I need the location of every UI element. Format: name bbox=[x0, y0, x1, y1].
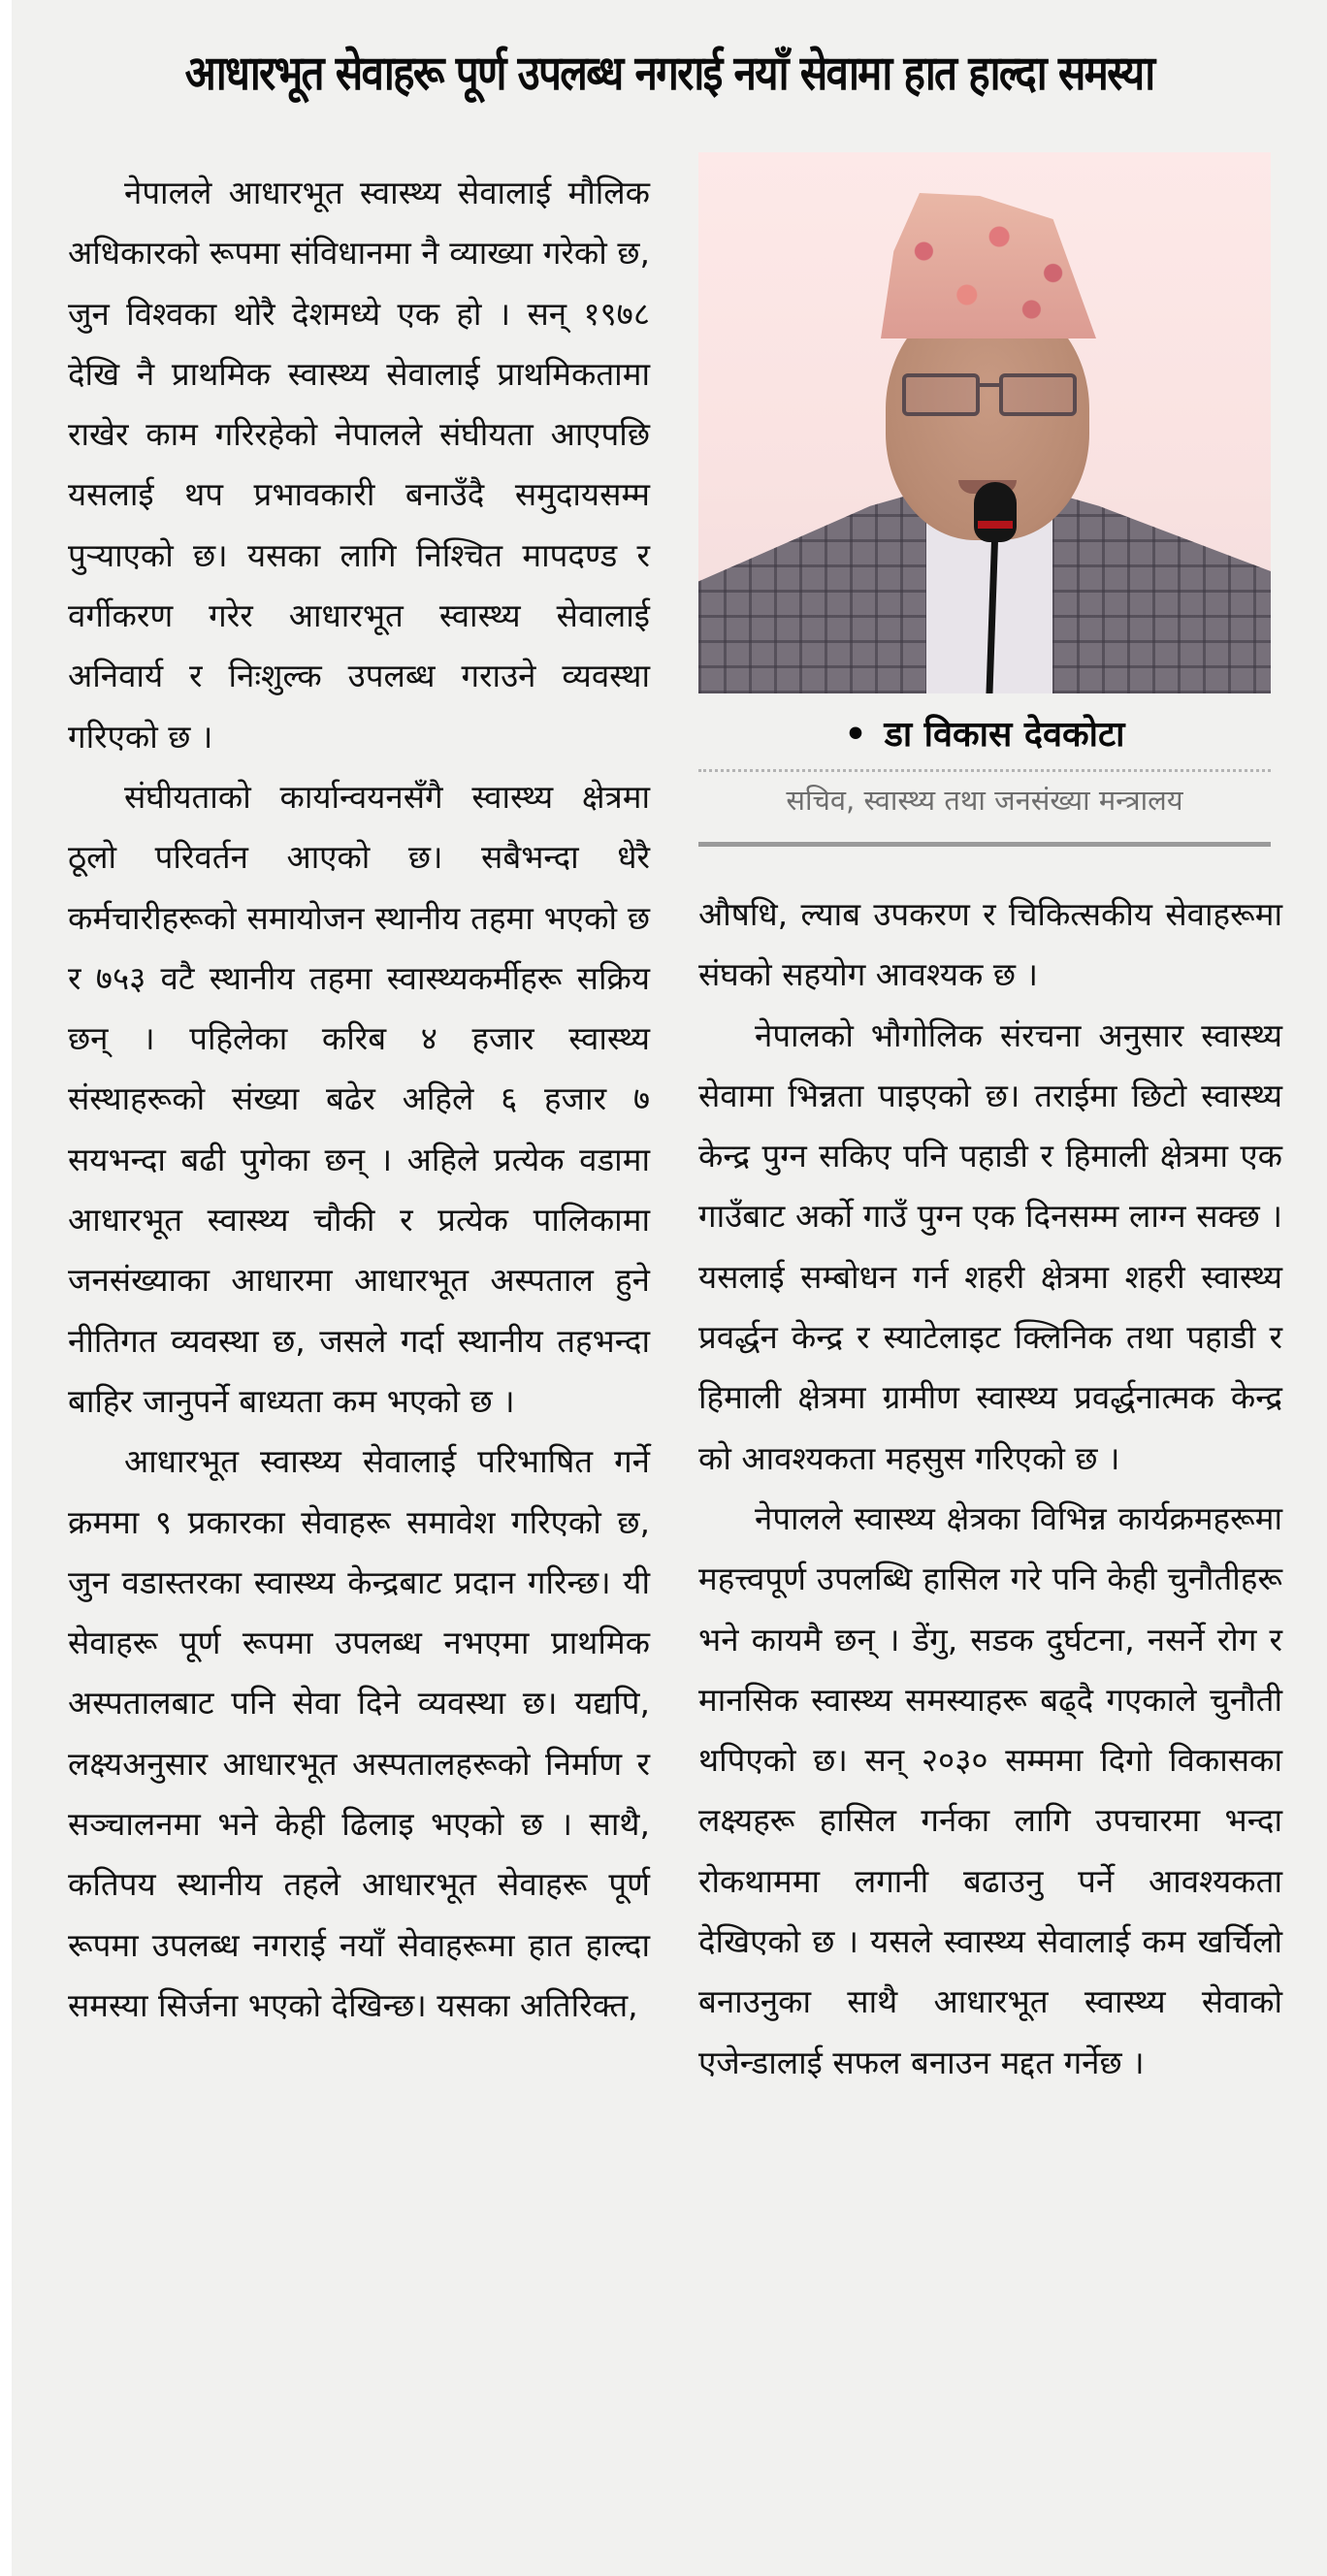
paragraph: नेपालले स्वास्थ्य क्षेत्रका विभिन्न कार्यक्रमहरूमा महत्त्वपूर्ण उपलब्धि हासिल गरे पनि केही चुनौतीहरू भने कायमै छन् । डेंगु, सडक दुर्घटना, नसर्ने रोग र मानसिक स्वास्थ्य समस्याहरू बढ्दै गएकाले चुनौती थपिएको छ। सन् २०३० सम्ममा दिगो विकासका लक्ष्यहरू हासिल गर्नका लागि उपचारमा भन्दा रोकथाममा लगानी बढाउनु पर्ने आवश्यकता देखिएको छ । यसले स्वास्थ्य सेवालाई कम खर्चिलो बनाउनुका साथै आधारभूत स्वास्थ्य सेवाको एजेन्डालाई सफल बनाउन मद्दत गर्नेछ । bbox=[698, 1498, 1282, 2081]
microphone-ring bbox=[978, 521, 1013, 529]
portrait-photo bbox=[698, 152, 1271, 693]
glasses-bridge bbox=[980, 383, 999, 387]
photo-caption-name bbox=[698, 711, 1271, 759]
section-divider bbox=[698, 842, 1271, 847]
article-right-column bbox=[698, 885, 1282, 2093]
person-name: डा विकास देवकोटा bbox=[884, 715, 1125, 755]
paragraph: औषधि, ल्याब उपकरण र चिकित्सकीय सेवाहरूमा संघको सहयोग आवश्यक छ । bbox=[698, 895, 1282, 994]
newspaper-page bbox=[12, 0, 1327, 2576]
glasses-lens-right bbox=[999, 373, 1077, 416]
paragraph: नेपालले आधारभूत स्वास्थ्य सेवालाई मौलिक अधिकारको रूपमा संविधानमा नै व्याख्या गरेको छ, जुन विश्वका थोरै देशमध्ये एक हो । सन् १९७८ देखि नै प्राथमिक स्वास्थ्य सेवालाई प्राथमिकतामा राखेर काम गरिरहेको नेपालले संघीयता आएपछि यसलाई थप प्रभावकारी बनाउँदै समुदायसम्म पुर्‍याएको छ। यसका लागि निश्चित मापदण्ड र वर्गीकरण गरेर आधारभूत स्वास्थ्य सेवालाई अनिवार्य र निःशुल्क उपलब्ध गराउने व्यवस्था गरिएको छ । bbox=[68, 174, 650, 756]
glasses-lens-left bbox=[902, 373, 980, 416]
photo-caption-role: सचिव, स्वास्थ्य तथा जनसंख्या मन्त्रालय bbox=[786, 784, 1183, 817]
profile-photo-block bbox=[698, 152, 1271, 847]
paragraph: नेपालको भौगोलिक संरचना अनुसार स्वास्थ्य सेवामा भिन्नता पाइएको छ। तराईमा छिटो स्वास्थ्य केन्द्र पुग्न सकिए पनि पहाडी र हिमाली क्षेत्रमा एक गाउँबाट अर्को गाउँ पुग्न एक दिनसम्म लाग्न सक्छ । यसलाई सम्बोधन गर्न शहरी क्षेत्रमा शहरी स्वास्थ्य प्रवर्द्धन केन्द्र र स्याटेलाइट क्लिनिक तथा पहाडी र हिमाली क्षेत्रमा ग्रामीण स्वास्थ्य प्रवर्द्धनात्मक केन्द्र को आवश्यकता महसुस गरिएको छ । bbox=[698, 1015, 1282, 1477]
dotted-divider bbox=[698, 769, 1271, 772]
paragraph: संघीयताको कार्यान्वयनसँगै स्वास्थ्य क्षेत्रमा ठूलो परिवर्तन आएको छ। सबैभन्दा धेरै कर्मचारीहरूको समायोजन स्थानीय तहमा भएको छ र ७५३ वटै स्थानीय तहमा स्वास्थ्यकर्मीहरू सक्रिय छन् । पहिलेका करिब ४ हजार स्वास्थ्य संस्थाहरूको संख्या बढेर अहिले ६ हजार ७ सयभन्दा बढी पुगेका छन् । अहिले प्रत्येक वडामा आधारभूत स्वास्थ्य चौकी र प्रत्येक पालिकामा जनसंख्याका आधारमा आधारभूत अस्पताल हुने नीतिगत व्यवस्था छ, जसले गर्दा स्थानीय तहभन्दा बाहिर जानुपर्ने बाध्यता कम भएको छ । bbox=[68, 777, 650, 1420]
microphone-icon bbox=[974, 482, 1017, 542]
bullet-icon: • bbox=[844, 715, 867, 755]
article-headline: आधारभूत सेवाहरू पूर्ण उपलब्ध नगराई नयाँ सेवामा हात हाल्दा समस्या bbox=[184, 46, 1154, 101]
paragraph: आधारभूत स्वास्थ्य सेवालाई परिभाषित गर्ने क्रममा ९ प्रकारका सेवाहरू समावेश गरिएको छ, जुन वडास्तरका स्वास्थ्य केन्द्रबाट प्रदान गरिन्छ। यी सेवाहरू पूर्ण रूपमा उपलब्ध नभएमा प्राथमिक अस्पतालबाट पनि सेवा दिने व्यवस्था छ। यद्यपि, लक्ष्यअनुसार आधारभूत अस्पतालहरूको निर्माण र सञ्चालनमा भने केही ढिलाइ भएको छ । साथै, कतिपय स्थानीय तहले आधारभूत सेवाहरू पूर्ण रूपमा उपलब्ध नगराई नयाँ सेवाहरूमा हात हाल्दा समस्या सिर्जना भएको देखिन्छ। यसका अतिरिक्त, bbox=[68, 1442, 650, 2024]
glasses bbox=[902, 373, 1077, 418]
article-left-column bbox=[68, 163, 650, 2036]
